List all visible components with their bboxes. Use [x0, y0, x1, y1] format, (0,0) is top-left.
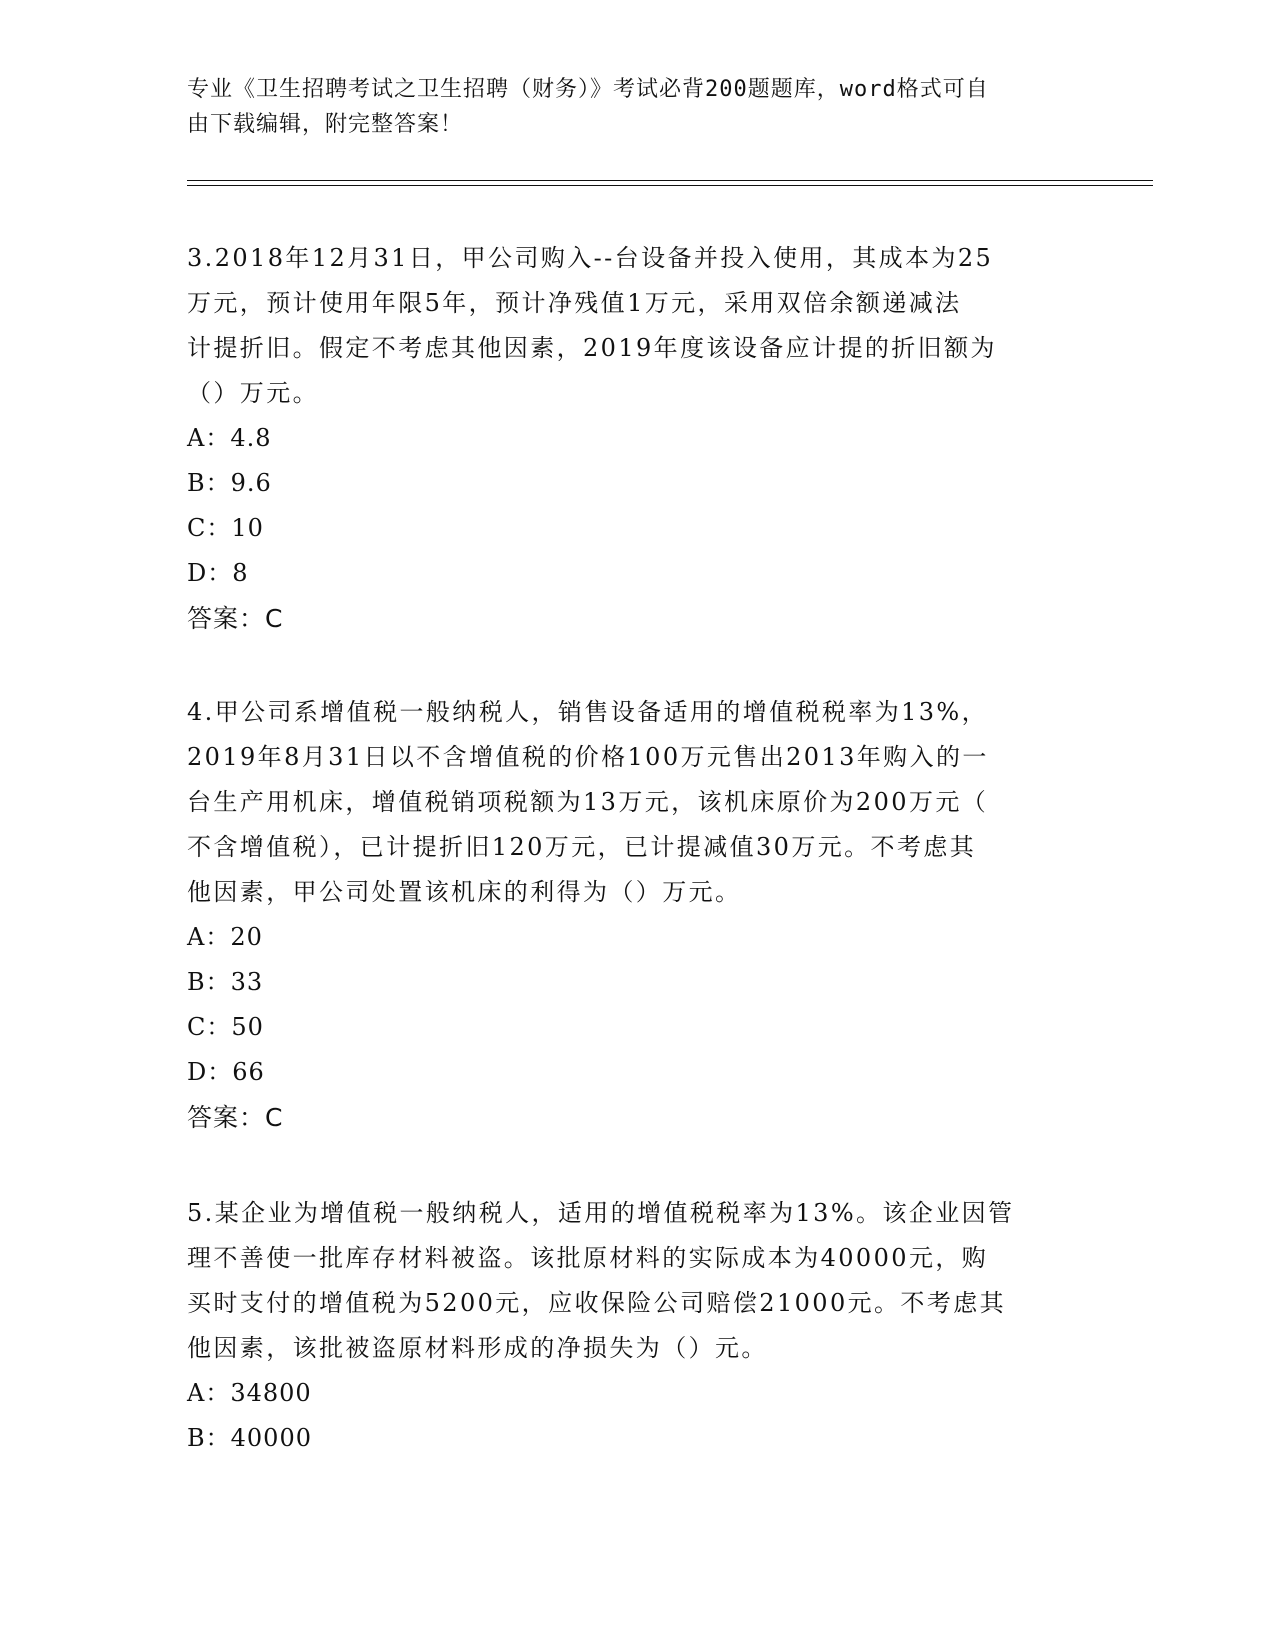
- option-b: B：33: [187, 968, 264, 996]
- question-text: 4.甲公司系增值税一般纳税人，销售设备适用的增值税税率为13%， 2019年8月31日以不含增值税的价格100万元售出2013年购入的一 台生产用机床，增值税销项税额为13万元，该机床原价为200万元（ 不含增值税），已计提折旧120万元，已计提减值30万元。不考虑其 他因素，甲公司处置该机床的利得为（）万元。: [187, 698, 989, 906]
- header-divider-top: [187, 180, 1153, 181]
- question-4: [187, 690, 1067, 1140]
- option-a: A：4.8: [187, 424, 272, 452]
- option-b: B：40000: [187, 1424, 312, 1452]
- option-b: B：9.6: [187, 469, 272, 497]
- option-d: D：66: [187, 1058, 265, 1086]
- answer-line: 答案：C: [187, 1103, 284, 1132]
- option-c: C：50: [187, 1013, 264, 1041]
- question-3: [187, 236, 1067, 641]
- header-note: 专业《卫生招聘考试之卫生招聘（财务）》考试必背200题题库，word格式可自 由下载编辑，附完整答案！: [187, 77, 989, 137]
- question-5: [187, 1191, 1067, 1461]
- answer-line: 答案：C: [187, 604, 284, 633]
- option-a: A：34800: [187, 1379, 312, 1407]
- option-d: D：8: [187, 559, 249, 587]
- question-text: 3.2018年12月31日，甲公司购入--台设备并投入使用，其成本为25 万元，预计使用年限5年，预计净残值1万元，采用双倍余额递减法 计提折旧。假定不考虑其他因素，2019年度该设备应计提的折旧额为 （）万元。: [187, 244, 997, 407]
- option-c: C：10: [187, 514, 264, 542]
- question-text: 5.某企业为增值税一般纳税人，适用的增值税税率为13%。该企业因管 理不善使一批库存材料被盗。该批原材料的实际成本为40000元，购 买时支付的增值税为5200元，应收保险公司赔偿21000元。不考虑其 他因素，该批被盗原材料形成的净损失为（）元。: [187, 1199, 1015, 1362]
- header-divider-bottom: [187, 185, 1153, 186]
- option-a: A：20: [187, 923, 263, 951]
